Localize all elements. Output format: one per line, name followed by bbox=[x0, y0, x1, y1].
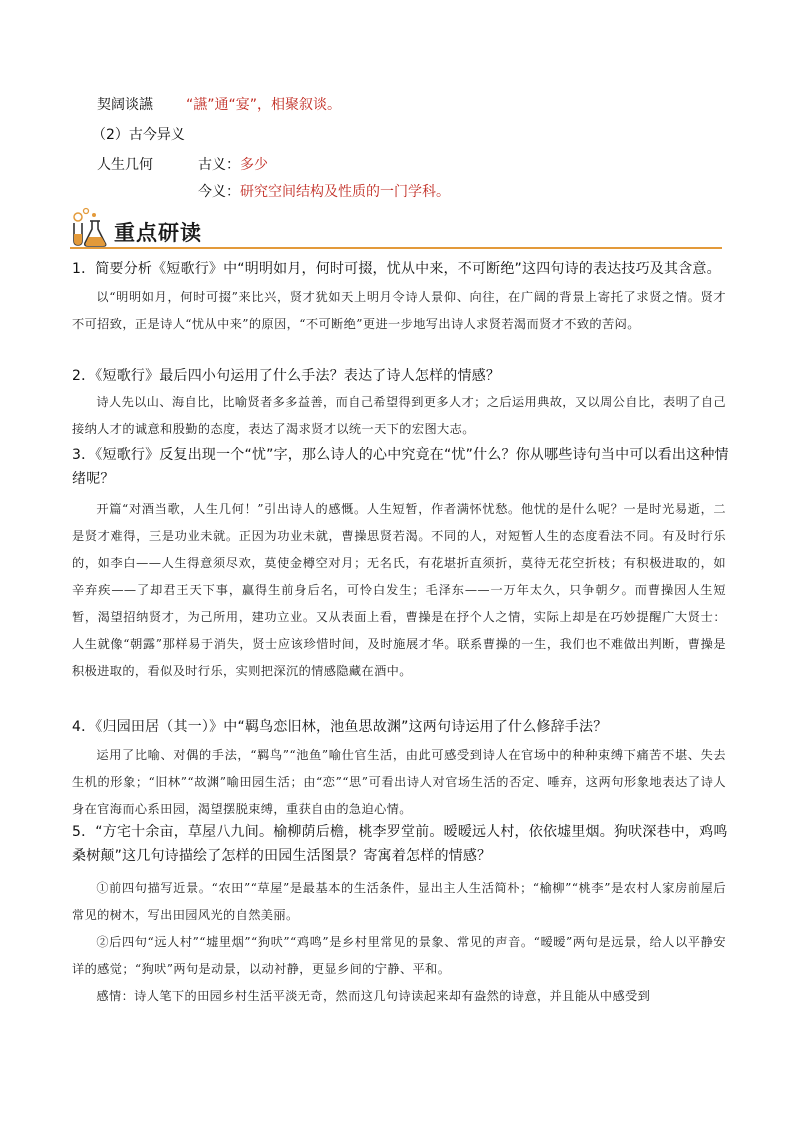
question-2: 2．《短歌行》最后四小句运用了什么手法？表达了诗人怎样的情感？ bbox=[72, 368, 501, 384]
answer-paragraph: 以“明明如月，何时可掇”来比兴，贤才犹如天上明月令诗人景仰、向往，在广阔的背景上寄托了求贤之情。贤才不可招致，正是诗人“忧从中来”的原因，“不可断绝”更进一步地写出诗人求贤若渴而贤才不致的苦闷。 bbox=[72, 290, 726, 331]
section-title: 重点研读 bbox=[114, 221, 202, 245]
section-divider bbox=[70, 247, 722, 249]
question-5: 5．“方宅十余亩，草屋八九间。榆柳荫后檐，桃李罗堂前。暧暧远人村，依依墟里烟。狗吠深巷中，鸡鸣桑树颠”这几句诗描绘了怎样的田园生活图景？寄寓着怎样的情感？ bbox=[72, 824, 728, 864]
vocab-old-meaning bbox=[198, 155, 268, 175]
answer-paragraph: 感情：诗人笔下的田园乡村生活平淡无奇，然而这几句诗读起来却有盎然的诗意，并且能从中感受到 bbox=[96, 989, 651, 1003]
old-meaning-label: 古义： bbox=[198, 157, 240, 173]
answer-1 bbox=[72, 284, 726, 338]
answer-paragraph: ②后四句“远人村”“墟里烟”“狗吠”“鸡鸣”是乡村里常见的景象、常见的声音。“暧暧”两句是远景，给人以平静安详的感觉；“狗吠”两句是动景，以动衬静，更显乡间的宁静、平和。 bbox=[72, 935, 726, 976]
answer-2 bbox=[72, 389, 726, 443]
old-meaning-value: 多少 bbox=[240, 157, 268, 173]
answer-3 bbox=[72, 496, 726, 685]
answer-paragraph: 开篇“对酒当歌，人生几何！”引出诗人的感慨。人生短暂，作者满怀忧愁。他忧的是什么呢？一是时光易逝，二是贤才难得，三是功业未就。正因为功业未就，曹操思贤若渴。不同的人，对短暂人生的态度看法不同。有及时行乐的，如李白——人生得意须尽欢，莫使金樽空对月；无名氏，有花堪折直须折，莫待无花空折枝；有积极进取的，如辛弃疾——了却君王天下事，赢得生前身后名，可怜白发生；毛泽东——一万年太久，只争朝夕。而曹操因人生短暂，渴望招纳贤才，为己所用，建功立业。又从表面上看，曹操是在抒个人之情，实际上却是在巧妙提醒广大贤士：人生就像“朝露”那样易于消失，贤士应该珍惜时间，及时施展才华。联系曹操的一生，我们也不难做出判断，曹操是积极进取的，看似及时行乐，实则把深沉的情感隐藏在酒中。 bbox=[72, 502, 726, 678]
question-4: 4．《归园田居（其一）》中“羁鸟恋旧林，池鱼思故渊”这两句诗运用了什么修辞手法？ bbox=[72, 719, 608, 735]
question-1: 1．简要分析《短歌行》中“明明如月，何时可掇，忧从中来，不可断绝”这四句诗的表达技巧及其含意。 bbox=[72, 261, 721, 277]
question-3: 3．《短歌行》反复出现一个“忧”字，那么诗人的心中究竟在“忧”什么？你从哪些诗句当中可以看出这种情绪呢？ bbox=[72, 447, 729, 487]
vocab-term-1: 契阔谈讌 bbox=[97, 97, 153, 113]
subheading-ancient-modern: （2）古今异义 bbox=[92, 127, 185, 143]
new-meaning-value: 研究空间结构及性质的一门学科。 bbox=[240, 184, 450, 200]
section-header bbox=[70, 207, 722, 249]
answer-paragraph: 诗人先以山、海自比，比喻贤者多多益善，而自己希望得到更多人才；之后运用典故，又以周公自比，表明了自己接纳人才的诚意和殷勤的态度，表达了渴求贤才以统一天下的宏图大志。 bbox=[72, 395, 726, 436]
answer-paragraph: ①前四句描写近景。“农田”“草屋”是最基本的生活条件，显出主人生活简朴；“榆柳”“桃李”是农村人家房前屋后常见的树木，写出田园风光的自然美丽。 bbox=[72, 881, 726, 922]
new-meaning-label: 今义： bbox=[198, 184, 240, 200]
flask-lab-icon bbox=[70, 207, 112, 247]
vocab-term-2: 人生几何 bbox=[97, 157, 153, 173]
vocab-new-meaning bbox=[198, 182, 450, 202]
answer-4 bbox=[72, 742, 726, 823]
vocab-definition-1: “讌”通“宴”，相聚叙谈。 bbox=[186, 97, 342, 113]
answer-paragraph: 运用了比喻、对偶的手法，“羁鸟”“池鱼”喻仕官生活，由此可感受到诗人在官场中的种种束缚下痛苦不堪、失去生机的形象；“旧林”“故渊”喻田园生活；由“恋”“思”可看出诗人对官场生活的否定、唾弃，这两句形象地表达了诗人身在官海而心系田园，渴望摆脱束缚，重获自由的急迫心情。 bbox=[72, 748, 726, 816]
answer-5 bbox=[72, 875, 726, 1010]
